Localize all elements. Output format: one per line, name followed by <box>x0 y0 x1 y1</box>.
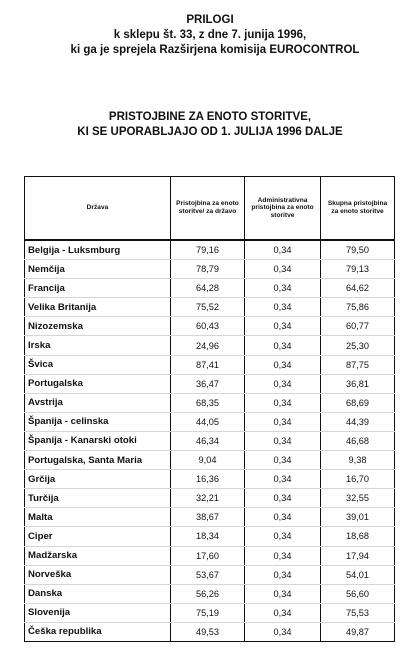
document-title-line-2: KI SE UPORABLJAJO OD 1. JULIJA 1996 DALJE <box>77 126 343 138</box>
table-row <box>25 240 395 260</box>
table-row <box>25 622 395 641</box>
total-rate-cell: 75,53 <box>321 603 395 622</box>
country-cell: Irska <box>25 336 171 355</box>
unit-rate-cell: 16,36 <box>171 470 245 489</box>
admin-rate-cell: 0,34 <box>245 298 321 317</box>
total-rate-cell: 79,50 <box>321 240 395 260</box>
table-row <box>25 298 395 317</box>
column-header-unit-rate: Pristojbina za enoto storitve/ za državo <box>171 177 245 241</box>
admin-rate-cell: 0,34 <box>245 317 321 336</box>
unit-rates-table <box>24 176 395 642</box>
table-row <box>25 565 395 584</box>
country-cell: Danska <box>25 584 171 603</box>
admin-rate-cell: 0,34 <box>245 489 321 508</box>
admin-rate-cell: 0,34 <box>245 355 321 374</box>
table-row <box>25 260 395 279</box>
total-rate-cell: 18,68 <box>321 527 395 546</box>
table-row <box>25 336 395 355</box>
annex-header <box>0 13 420 58</box>
unit-rate-cell: 38,67 <box>171 508 245 527</box>
country-cell: Turčija <box>25 489 171 508</box>
admin-rate-cell: 0,34 <box>245 546 321 565</box>
country-cell: Slovenija <box>25 603 171 622</box>
table-row <box>25 470 395 489</box>
total-rate-cell: 46,68 <box>321 431 395 450</box>
column-header-admin-rate: Administrativna pristojbina za enoto storitve <box>245 177 321 241</box>
admin-rate-cell: 0,34 <box>245 431 321 450</box>
table-row <box>25 412 395 431</box>
country-cell: Madžarska <box>25 546 171 565</box>
admin-rate-cell: 0,34 <box>245 240 321 260</box>
table-row <box>25 393 395 412</box>
country-cell: Nemčija <box>25 260 171 279</box>
country-cell: Španija - Kanarski otoki <box>25 431 171 450</box>
unit-rate-cell: 68,35 <box>171 393 245 412</box>
country-cell: Ciper <box>25 527 171 546</box>
total-rate-cell: 16,70 <box>321 470 395 489</box>
total-rate-cell: 49,87 <box>321 622 395 641</box>
column-header-country: Država <box>25 177 171 241</box>
unit-rate-cell: 79,16 <box>171 240 245 260</box>
table-row <box>25 451 395 470</box>
country-cell: Norveška <box>25 565 171 584</box>
total-rate-cell: 44,39 <box>321 412 395 431</box>
table-row <box>25 527 395 546</box>
unit-rate-cell: 75,19 <box>171 603 245 622</box>
unit-rate-cell: 78,79 <box>171 260 245 279</box>
table-row <box>25 355 395 374</box>
country-cell: Avstrija <box>25 393 171 412</box>
country-cell: Velika Britanija <box>25 298 171 317</box>
country-cell: Francija <box>25 279 171 298</box>
admin-rate-cell: 0,34 <box>245 393 321 412</box>
unit-rate-cell: 75,52 <box>171 298 245 317</box>
table-header-row <box>25 177 395 241</box>
table-row <box>25 508 395 527</box>
admin-rate-cell: 0,34 <box>245 565 321 584</box>
unit-rate-cell: 56,26 <box>171 584 245 603</box>
total-rate-cell: 75,86 <box>321 298 395 317</box>
annex-title: PRILOGI <box>186 14 234 26</box>
admin-rate-cell: 0,34 <box>245 508 321 527</box>
total-rate-cell: 68,69 <box>321 393 395 412</box>
unit-rate-cell: 18,34 <box>171 527 245 546</box>
admin-rate-cell: 0,34 <box>245 527 321 546</box>
admin-rate-cell: 0,34 <box>245 451 321 470</box>
country-cell: Portugalska <box>25 374 171 393</box>
admin-rate-cell: 0,34 <box>245 336 321 355</box>
admin-rate-cell: 0,34 <box>245 470 321 489</box>
admin-rate-cell: 0,34 <box>245 584 321 603</box>
admin-rate-cell: 0,34 <box>245 412 321 431</box>
country-cell: Nizozemska <box>25 317 171 336</box>
country-cell: Grčija <box>25 470 171 489</box>
country-cell: Belgija - Luksmburg <box>25 240 171 260</box>
table-body <box>25 240 395 641</box>
unit-rate-cell: 46,34 <box>171 431 245 450</box>
country-cell: Portugalska, Santa Maria <box>25 451 171 470</box>
table-row <box>25 546 395 565</box>
country-cell: Malta <box>25 508 171 527</box>
total-rate-cell: 25,30 <box>321 336 395 355</box>
unit-rate-cell: 44,05 <box>171 412 245 431</box>
total-rate-cell: 79,13 <box>321 260 395 279</box>
table-row <box>25 489 395 508</box>
total-rate-cell: 64,62 <box>321 279 395 298</box>
unit-rate-cell: 49,53 <box>171 622 245 641</box>
column-header-total-rate: Skupna pristojbina za enoto storitve <box>321 177 395 241</box>
unit-rate-cell: 53,67 <box>171 565 245 584</box>
annex-adopted-by: ki ga je sprejela Razširjena komisija EUROCONTROL <box>70 44 360 56</box>
total-rate-cell: 17,94 <box>321 546 395 565</box>
total-rate-cell: 54,01 <box>321 565 395 584</box>
admin-rate-cell: 0,34 <box>245 260 321 279</box>
admin-rate-cell: 0,34 <box>245 603 321 622</box>
unit-rate-cell: 9,04 <box>171 451 245 470</box>
unit-rate-cell: 60,43 <box>171 317 245 336</box>
table-row <box>25 374 395 393</box>
country-cell: Češka republika <box>25 622 171 641</box>
country-cell: Švica <box>25 355 171 374</box>
table-row <box>25 584 395 603</box>
admin-rate-cell: 0,34 <box>245 374 321 393</box>
total-rate-cell: 39,01 <box>321 508 395 527</box>
total-rate-cell: 9,38 <box>321 451 395 470</box>
unit-rate-cell: 36,47 <box>171 374 245 393</box>
total-rate-cell: 87,75 <box>321 355 395 374</box>
document-title <box>0 110 420 140</box>
admin-rate-cell: 0,34 <box>245 622 321 641</box>
total-rate-cell: 60,77 <box>321 317 395 336</box>
total-rate-cell: 56,60 <box>321 584 395 603</box>
table-row <box>25 279 395 298</box>
unit-rate-cell: 64,28 <box>171 279 245 298</box>
total-rate-cell: 36,81 <box>321 374 395 393</box>
unit-rate-cell: 32,21 <box>171 489 245 508</box>
unit-rate-cell: 24,96 <box>171 336 245 355</box>
document-title-line-1: PRISTOJBINE ZA ENOTO STORITVE, <box>108 111 312 123</box>
table-row <box>25 431 395 450</box>
unit-rate-cell: 87,41 <box>171 355 245 374</box>
annex-reference: k sklepu št. 33, z dne 7. junija 1996, <box>113 29 307 41</box>
table-row <box>25 317 395 336</box>
admin-rate-cell: 0,34 <box>245 279 321 298</box>
unit-rate-cell: 17,60 <box>171 546 245 565</box>
country-cell: Španija - celinska <box>25 412 171 431</box>
total-rate-cell: 32,55 <box>321 489 395 508</box>
table-row <box>25 603 395 622</box>
